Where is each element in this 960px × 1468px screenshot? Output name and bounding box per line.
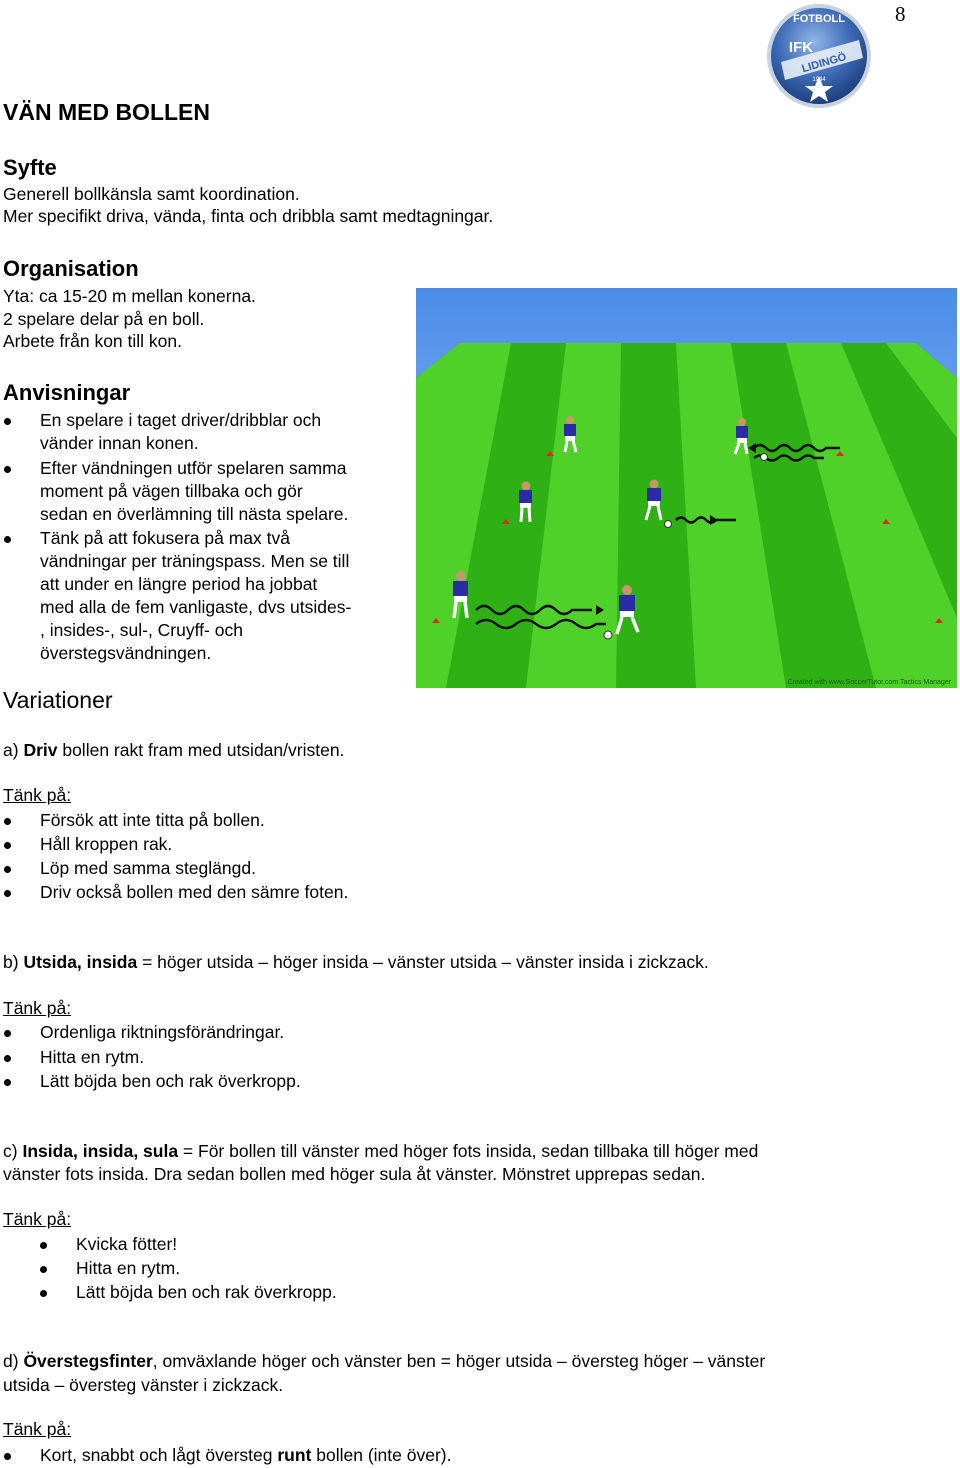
anvisning-item-3-line-1: Tänk på att fokusera på max två [40,528,290,548]
logo-text-right: LIDINGÖ [800,51,848,76]
club-logo [763,2,875,110]
variation-b [3,951,709,974]
bullet [4,466,11,473]
anvisning-item-3-line-2: vändningar per träningspass. Men se till [40,551,350,571]
a-item-2-text: Håll kroppen rak. [40,834,173,854]
variation-a-prefix: a) [3,740,24,760]
training-field-diagram [416,288,957,688]
variation-d [3,1350,765,1373]
variation-b-bold: Utsida, insida [23,952,138,972]
a-item-3-text: Löp med samma steglängd. [40,858,256,878]
anvisning-item-3-line-6: överstegsvändningen. [40,643,212,663]
b-item-3-text: Lätt böjda ben och rak överkropp. [40,1071,301,1091]
organisation-line-2: 2 spelare delar på en boll. [3,309,205,329]
bullet [40,1290,47,1297]
variation-d-bold: Överstegsfinter [23,1351,153,1371]
field-credit: Created with www.SoccerTutor.com Tactics Manager [787,679,951,686]
logo-text-top: FOTBOLL [793,13,845,25]
bullet [4,418,11,425]
page-title: VÄN MED BOLLEN [3,99,210,125]
think-label-a: Tänk på: [3,785,72,805]
logo-text-mid: IFK [788,39,814,56]
syfte-line-1: Generell bollkänsla samt koordination. [3,184,300,204]
variation-d-text: , omväxlande höger och vänster ben = höger utsida – översteg höger – vänster [152,1351,766,1371]
variation-c-text: = För bollen till vänster med höger fots insida, sedan tillbaka till höger med [178,1141,759,1161]
variation-a [3,739,344,762]
variation-b-prefix: b) [3,952,24,972]
b-item-1-text: Ordenliga riktningsförändringar. [40,1022,285,1042]
anvisning-item-3-line-4: med alla de fem vanligaste, dvs utsides- [40,597,352,617]
syfte-line-2: Mer specifikt driva, vända, finta och dribbla samt medtagningar. [3,206,494,226]
bullet [40,1242,47,1249]
variation-a-text: bollen rakt fram med utsidan/vristen. [57,740,345,760]
bullet [4,842,11,849]
d-item-1-pre: Kort, snabbt och lågt översteg [40,1445,278,1465]
bullet [40,1266,47,1273]
page-number: 8 [895,2,906,26]
b-item-2-text: Hitta en rytm. [40,1047,145,1067]
think-label-b: Tänk på: [3,998,72,1018]
variation-d-prefix: d) [3,1351,24,1371]
bullet [4,1055,11,1062]
d-item-1-post: bollen (inte över). [311,1445,452,1465]
bullet [4,866,11,873]
c-item-3-text: Lätt böjda ben och rak överkropp. [76,1282,337,1302]
anvisning-item-2-line-2: moment på vägen tillbaka och gör [40,481,303,501]
anvisning-item-2-line-1: Efter vändningen utför spelaren samma [40,458,347,478]
variationer-heading: Variationer [3,687,113,713]
a-item-1-text: Försök att inte titta på bollen. [40,810,265,830]
bullet [4,818,11,825]
organisation-heading: Organisation [3,256,139,281]
organisation-line-1: Yta: ca 15-20 m mellan konerna. [3,286,256,306]
variation-c-line-2: vänster fots insida. Dra sedan bollen med höger sula åt vänster. Mönstret upprepas sedan. [3,1164,706,1184]
anvisning-item-3-line-5: , insides-, sul-, Cruyff- och [40,620,243,640]
anvisningar-heading: Anvisningar [3,380,131,405]
bullet [4,1453,11,1460]
anvisning-item-1-line-2: vänder innan konen. [40,433,199,453]
a-item-4-text: Driv också bollen med den sämre foten. [40,882,349,902]
think-label-c: Tänk på: [3,1209,72,1229]
variation-a-bold: Driv [23,740,58,760]
d-item-1-text [40,1444,451,1468]
anvisning-item-2-line-3: sedan en överlämning till nästa spelare. [40,504,349,524]
variation-d-line-2: utsida – översteg vänster i zickzack. [3,1375,284,1395]
anvisning-item-1-line-1: En spelare i taget driver/dribblar och [40,410,322,430]
bullet [4,890,11,897]
bullet [4,536,11,543]
variation-c [3,1140,758,1163]
syfte-heading: Syfte [3,155,57,180]
organisation-line-3: Arbete från kon till kon. [3,331,182,351]
d-item-1-bold: runt [277,1445,312,1465]
logo-year: 1944 [812,77,826,83]
c-item-1-text: Kvicka fötter! [76,1234,178,1254]
bullet [4,1030,11,1037]
c-item-2-text: Hitta en rytm. [76,1258,181,1278]
variation-b-text: = höger utsida – höger insida – vänster utsida – vänster insida i zickzack. [137,952,709,972]
variation-c-prefix: c) [3,1141,23,1161]
anvisning-item-3-line-3: att under en längre period ha jobbat [40,574,318,594]
variation-c-bold: Insida, insida, sula [22,1141,179,1161]
bullet [4,1079,11,1086]
think-label-d: Tänk på: [3,1419,72,1439]
